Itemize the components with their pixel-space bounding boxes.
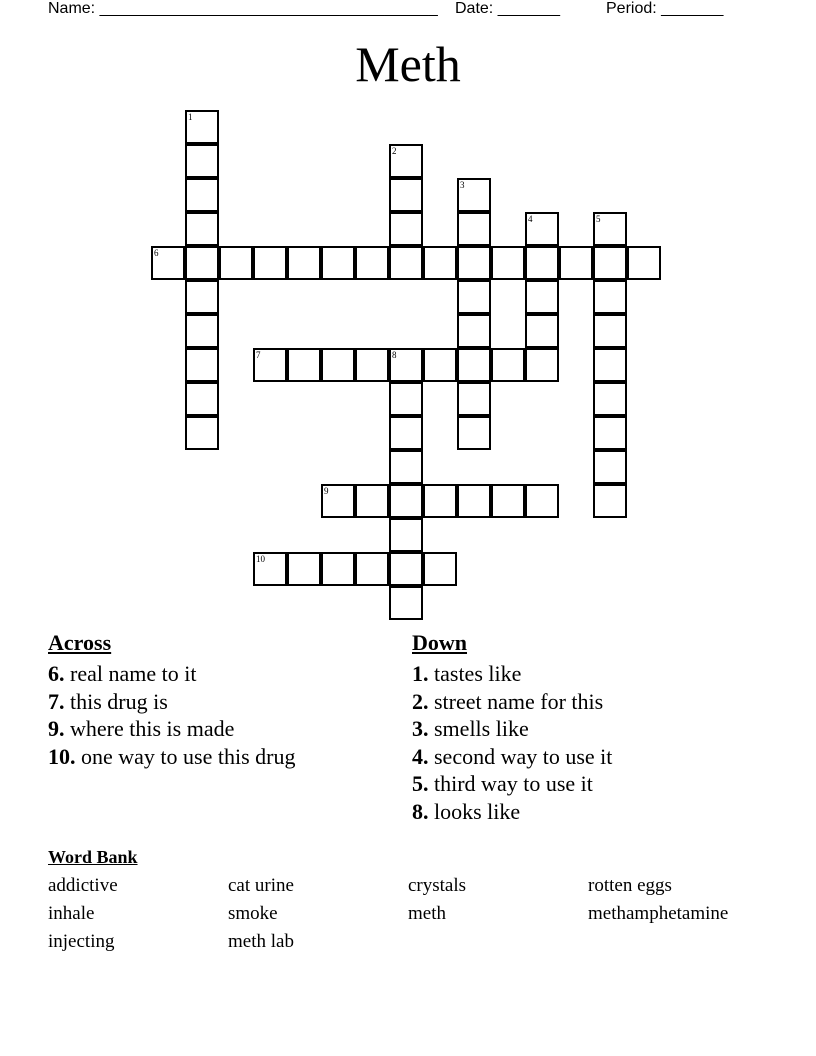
grid-cell[interactable] — [525, 314, 559, 348]
grid-cell[interactable] — [185, 280, 219, 314]
grid-cell[interactable] — [491, 348, 525, 382]
clue-number-label: 2. — [412, 688, 429, 714]
clue-number-label: 4. — [412, 743, 429, 769]
grid-cell[interactable] — [185, 314, 219, 348]
word-bank-item: smoke — [228, 903, 278, 924]
clue-text: real name to it — [64, 661, 197, 686]
grid-cell[interactable] — [253, 348, 287, 382]
clue-text: this drug is — [64, 688, 168, 714]
grid-cell[interactable] — [389, 518, 423, 552]
grid-cell[interactable] — [593, 450, 627, 484]
clue-number: 2 — [392, 146, 397, 156]
down-clues — [412, 630, 612, 825]
grid-cell[interactable] — [355, 484, 389, 518]
grid-cell[interactable] — [525, 280, 559, 314]
clue-number: 4 — [528, 214, 533, 224]
clue-text: second way to use it — [428, 743, 613, 769]
grid-cell[interactable] — [491, 246, 525, 280]
grid-cell[interactable] — [457, 212, 491, 246]
clue-text: one way to use this drug — [75, 743, 296, 769]
grid-cell[interactable] — [389, 484, 423, 518]
grid-cell[interactable] — [389, 552, 423, 586]
grid-cell[interactable] — [185, 178, 219, 212]
grid-cell[interactable] — [593, 314, 627, 348]
grid-cell[interactable] — [389, 144, 423, 178]
grid-cell[interactable] — [593, 416, 627, 450]
grid-cell[interactable] — [525, 246, 559, 280]
down-clue — [412, 688, 612, 716]
grid-cell[interactable] — [593, 246, 627, 280]
word-bank-item: methamphetamine — [588, 903, 729, 924]
across-clue — [48, 743, 295, 771]
grid-cell[interactable] — [457, 348, 491, 382]
down-clue — [412, 770, 612, 798]
grid-cell[interactable] — [423, 552, 457, 586]
across-heading: Across — [48, 630, 112, 655]
word-bank-item: meth — [408, 903, 446, 924]
grid-cell[interactable] — [457, 314, 491, 348]
clue-text: third way to use it — [428, 771, 593, 796]
grid-cell[interactable] — [389, 348, 423, 382]
grid-cell[interactable] — [389, 382, 423, 416]
clue-number: 1 — [188, 112, 193, 122]
clue-number: 7 — [256, 350, 261, 360]
grid-cell[interactable] — [593, 382, 627, 416]
grid-cell[interactable] — [389, 450, 423, 484]
grid-cell[interactable] — [185, 416, 219, 450]
clue-text: smells like — [428, 716, 529, 741]
grid-cell[interactable] — [423, 348, 457, 382]
word-bank-item: cat urine — [228, 875, 294, 896]
clue-number-label: 9. — [48, 716, 65, 741]
clue-number: 9 — [324, 486, 329, 496]
word-bank-item: injecting — [48, 931, 115, 952]
across-clue — [48, 660, 295, 688]
clue-number: 10 — [256, 554, 265, 564]
clue-number-label: 10. — [48, 743, 76, 769]
grid-cell[interactable] — [185, 144, 219, 178]
grid-cell[interactable] — [253, 246, 287, 280]
grid-cell[interactable] — [457, 246, 491, 280]
grid-cell[interactable] — [185, 212, 219, 246]
clue-number-label: 7. — [48, 688, 65, 714]
word-bank-item: rotten eggs — [588, 875, 672, 896]
grid-cell[interactable] — [423, 246, 457, 280]
clue-number-label: 6. — [48, 661, 65, 686]
down-clue — [412, 715, 612, 743]
grid-cell[interactable] — [389, 178, 423, 212]
word-bank-item: inhale — [48, 903, 95, 924]
name-field: Name: ______________________________________ — [48, 0, 438, 17]
down-clue — [412, 743, 612, 771]
clue-text: tastes like — [428, 661, 522, 686]
grid-cell[interactable] — [355, 246, 389, 280]
date-field: Date: _______ — [455, 0, 560, 17]
grid-cell[interactable] — [559, 246, 593, 280]
clue-text: street name for this — [428, 688, 604, 714]
grid-cell[interactable] — [287, 552, 321, 586]
grid-cell[interactable] — [627, 246, 661, 280]
grid-cell[interactable] — [457, 280, 491, 314]
grid-cell[interactable] — [457, 382, 491, 416]
grid-cell[interactable] — [593, 348, 627, 382]
grid-cell[interactable] — [593, 484, 627, 518]
clue-number: 3 — [460, 180, 465, 190]
word-bank-item: addictive — [48, 875, 118, 896]
grid-cell[interactable] — [423, 484, 457, 518]
grid-cell[interactable] — [389, 586, 423, 620]
grid-cell[interactable] — [389, 212, 423, 246]
down-clue — [412, 660, 612, 688]
word-bank-item: meth lab — [228, 931, 294, 952]
grid-cell[interactable] — [287, 348, 321, 382]
clue-number-label: 8. — [412, 798, 429, 824]
grid-cell[interactable] — [321, 348, 355, 382]
page-title: Meth — [355, 36, 461, 92]
grid-cell[interactable] — [525, 484, 559, 518]
down-clue — [412, 798, 612, 826]
across-clue — [48, 715, 295, 743]
period-field: Period: _______ — [606, 0, 724, 17]
grid-cell[interactable] — [287, 246, 321, 280]
word-bank-heading: Word Bank — [48, 847, 138, 867]
across-clue — [48, 688, 295, 716]
grid-cell[interactable] — [219, 246, 253, 280]
clue-number: 5 — [596, 214, 601, 224]
grid-cell[interactable] — [355, 348, 389, 382]
clue-number-label: 5. — [412, 771, 429, 796]
clue-number: 8 — [392, 350, 397, 360]
grid-cell[interactable] — [525, 348, 559, 382]
down-heading: Down — [412, 630, 468, 655]
grid-cell[interactable] — [525, 212, 559, 246]
grid-cell[interactable] — [457, 178, 491, 212]
clue-text: looks like — [428, 798, 521, 824]
across-clues — [48, 630, 295, 770]
grid-cell[interactable] — [355, 552, 389, 586]
grid-cell[interactable] — [321, 484, 355, 518]
grid-cell[interactable] — [185, 348, 219, 382]
grid-cell[interactable] — [491, 484, 525, 518]
grid-cell[interactable] — [593, 280, 627, 314]
clue-number-label: 3. — [412, 716, 429, 741]
grid-cell[interactable] — [321, 246, 355, 280]
grid-cell[interactable] — [457, 416, 491, 450]
grid-cell[interactable] — [321, 552, 355, 586]
grid-cell[interactable] — [185, 246, 219, 280]
grid-cell[interactable] — [185, 382, 219, 416]
clue-number-label: 1. — [412, 661, 429, 686]
grid-cell[interactable] — [253, 552, 287, 586]
grid-cell[interactable] — [457, 484, 491, 518]
clue-number: 6 — [154, 248, 159, 258]
clue-text: where this is made — [64, 716, 235, 741]
grid-cell[interactable] — [389, 246, 423, 280]
grid-cell[interactable] — [389, 416, 423, 450]
grid-cell[interactable] — [185, 110, 219, 144]
word-bank-item: crystals — [408, 875, 467, 896]
grid-cell[interactable] — [593, 212, 627, 246]
grid-cell[interactable] — [151, 246, 185, 280]
